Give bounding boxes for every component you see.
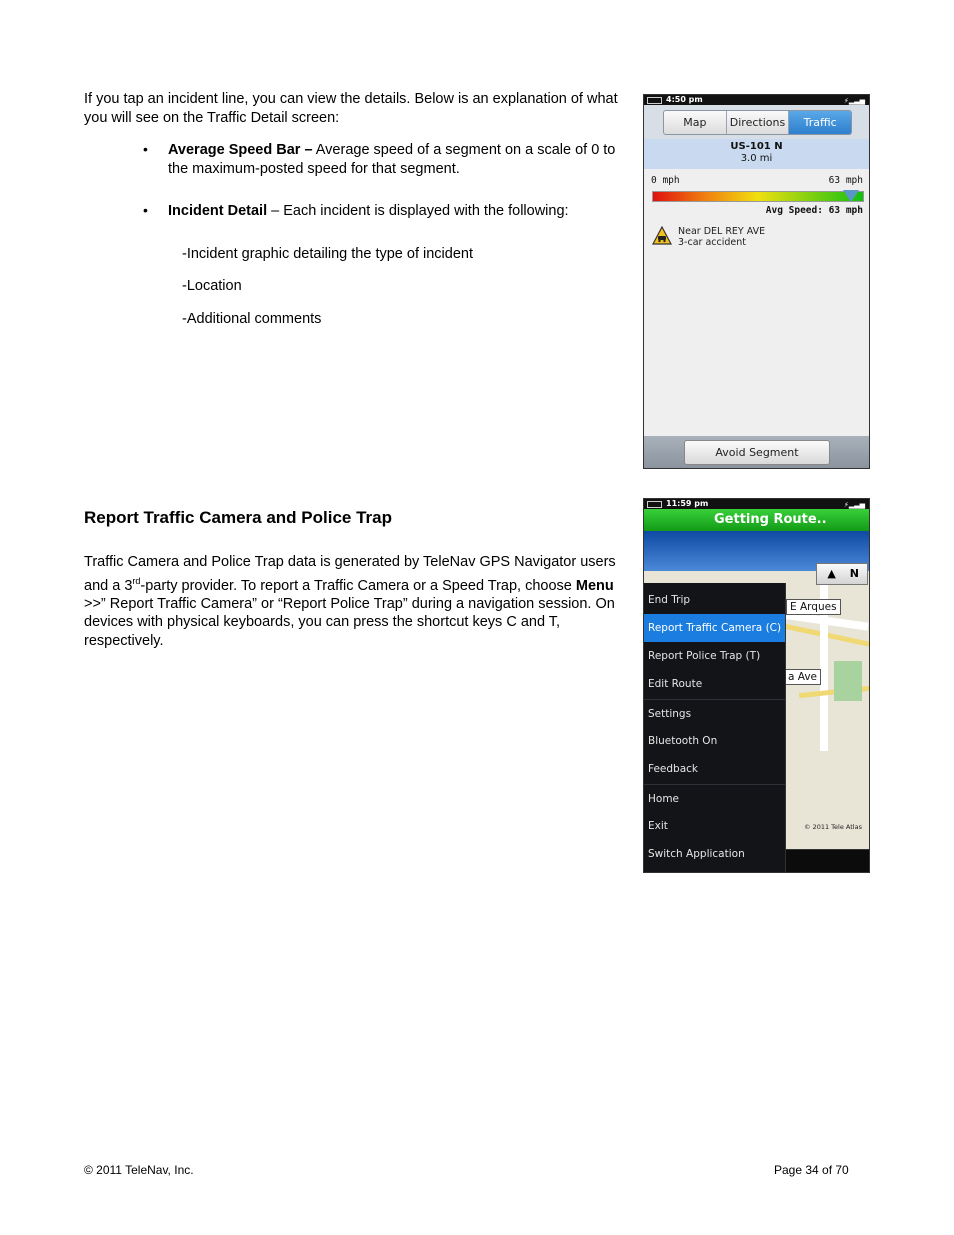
battery-icon xyxy=(647,97,662,104)
status-time: 11:59 pm xyxy=(666,499,709,508)
menu-item-feedback[interactable]: Feedback xyxy=(648,763,699,775)
signal-icon: ⚡▂▃▅ xyxy=(843,501,865,509)
battery-icon xyxy=(647,501,662,508)
bullet-term: Average Speed Bar – xyxy=(168,142,313,158)
map-park xyxy=(834,661,862,701)
menu-word: Menu xyxy=(575,577,614,594)
tab-map[interactable]: Map xyxy=(664,111,727,134)
average-speed-bar xyxy=(652,191,864,202)
tab-bar xyxy=(644,105,869,139)
speed-min-label: 0 mph xyxy=(651,175,680,186)
map-copyright: © 2011 Tele Atlas xyxy=(804,823,862,831)
menu-item-switch-application[interactable]: Switch Application xyxy=(648,848,745,860)
sub-item: -Additional comments xyxy=(182,311,322,327)
compass-button[interactable] xyxy=(816,563,868,585)
footer-page-number: Page 34 of 70 xyxy=(774,1163,849,1177)
tab-traffic[interactable]: Traffic xyxy=(789,111,851,134)
bullet-dot: • xyxy=(143,141,148,157)
footer-copyright: © 2011 TeleNav, Inc. xyxy=(84,1163,194,1177)
status-time: 4:50 pm xyxy=(666,95,703,104)
bullet-text: – Each incident is displayed with the following: xyxy=(267,203,569,219)
compass-icon: ▲ xyxy=(827,567,836,580)
traffic-detail-screenshot xyxy=(643,94,870,469)
menu-item-edit-route[interactable]: Edit Route xyxy=(648,678,703,690)
tab-group xyxy=(663,110,852,135)
bullet-text: Average speed of a segment on a scale of 0 to the maximum-posted speed for that segment. xyxy=(168,142,616,177)
incident-location: Near DEL REY AVE xyxy=(678,226,766,237)
street-label: a Ave xyxy=(784,669,821,685)
superscript: rd xyxy=(132,575,141,586)
incident-line[interactable] xyxy=(678,226,765,248)
avoid-segment-button[interactable]: Avoid Segment xyxy=(684,440,830,465)
bullet-dot: • xyxy=(143,202,148,218)
sub-item: -Incident graphic detailing the type of incident xyxy=(182,246,473,262)
bullet-incident-detail xyxy=(168,202,634,221)
incident-car-icon xyxy=(652,226,672,246)
route-name: US-101 N xyxy=(730,141,783,152)
street-label: E Arques xyxy=(786,599,841,615)
menu-item-report-police-trap[interactable]: Report Police Trap (T) xyxy=(648,650,761,662)
compass-letter: N xyxy=(849,567,859,580)
sub-item: -Location xyxy=(182,278,242,294)
para-text: -party provider. To report a Traffic Camera or a Speed Trap, choose xyxy=(140,577,576,594)
incident-comment: 3-car accident xyxy=(678,237,746,248)
route-banner xyxy=(644,509,869,531)
section-heading: Report Traffic Camera and Police Trap xyxy=(84,508,392,527)
status-bar xyxy=(644,499,869,509)
intro-paragraph: If you tap an incident line, you can view the details. Below is an explanation of what you will see on the Traffic Detail screen: xyxy=(84,91,618,126)
banner-text: Getting Route.. xyxy=(714,512,827,527)
signal-icon: ⚡▂▃▅ xyxy=(843,97,865,105)
menu-item-report-traffic-camera[interactable]: Report Traffic Camera (C) xyxy=(644,614,785,642)
bottom-strip xyxy=(785,849,869,872)
bottom-bar xyxy=(644,436,869,468)
context-menu xyxy=(644,583,786,872)
avg-speed-label: Avg Speed: 63 mph xyxy=(765,205,863,216)
para-text: >>” Report Traffic Camera” or “Report Police Trap” during a navigation session. On devices with physical keyboards, you can press the shortcut keys C and T, respectively. xyxy=(84,595,615,649)
menu-item-end-trip[interactable]: End Trip xyxy=(648,594,691,606)
route-header xyxy=(644,139,869,169)
tab-directions[interactable]: Directions xyxy=(727,111,790,134)
report-menu-screenshot xyxy=(643,498,870,873)
menu-item-settings[interactable]: Settings xyxy=(644,699,785,727)
menu-item-bluetooth[interactable]: Bluetooth On xyxy=(648,735,718,747)
menu-item-exit[interactable]: Exit xyxy=(648,820,668,832)
route-distance: 3.0 mi xyxy=(740,153,773,164)
para-text: Traffic Camera and Police Trap data is generated by TeleNav GPS Navigator users and a 3 xyxy=(84,554,616,594)
section-paragraph xyxy=(84,553,632,650)
bullet-term: Incident Detail xyxy=(168,203,268,219)
menu-item-home[interactable]: Home xyxy=(644,784,785,812)
status-bar xyxy=(644,95,869,105)
speed-marker-icon xyxy=(843,190,859,202)
speed-max-label: 63 mph xyxy=(828,175,863,186)
bullet-average-speed-bar xyxy=(168,141,634,178)
